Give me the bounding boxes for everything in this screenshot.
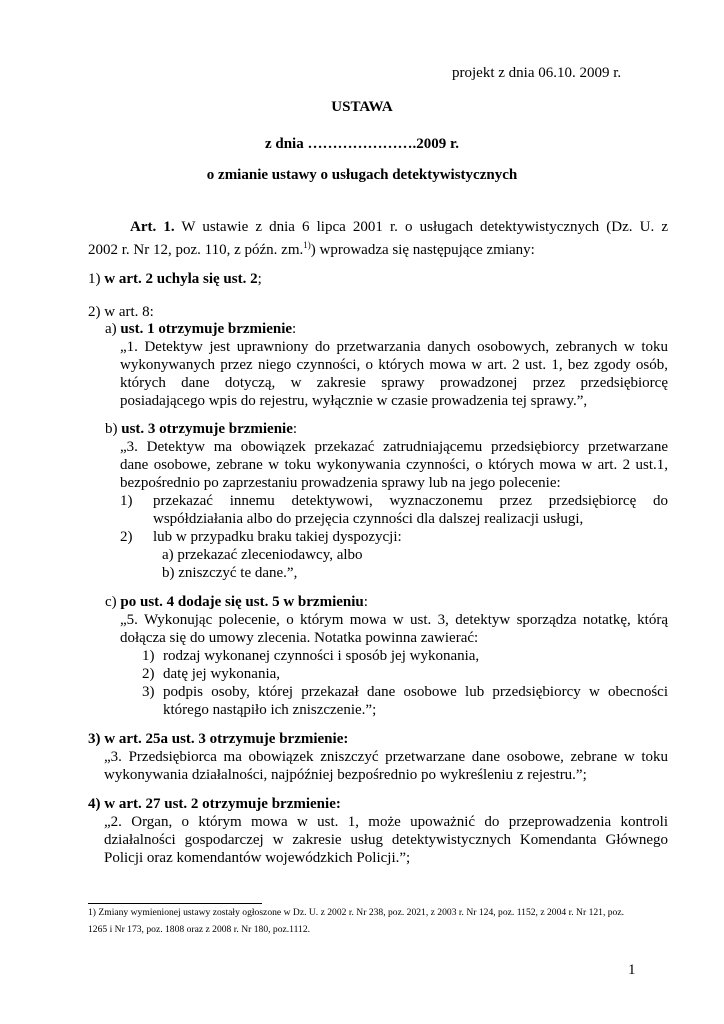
point-2b-tail: : (292, 421, 298, 437)
point-4-heading: 4) w art. 27 ust. 2 otrzymuje brzmienie: (88, 796, 341, 812)
point-2b-item-2-num: 2) (120, 529, 133, 545)
point-1-bold: w art. 2 uchyla się ust. 2 (104, 271, 258, 287)
article-1-text-pre: 2002 r. Nr 12, poz. 110, z późn. zm. (88, 242, 304, 258)
point-2a-line-2: wykonywanych przez niego czynności, o których mowa w art. 2 ust. 1, bez zgody osób, (120, 357, 668, 373)
article-1-line-2 (88, 236, 535, 259)
point-2c-item-2-num: 2) (142, 666, 155, 682)
document-date: z dnia ………………….2009 r. (264, 136, 460, 152)
point-2c-tail: : (363, 594, 368, 610)
point-2b-label: b) (105, 421, 122, 437)
footnote-line-1: 1) Zmiany wymienionej ustawy zostały ogłoszone w Dz. U. z 2002 r. Nr 238, poz. 2021, z 2003 r. Nr 124, poz. 1152, z 2004 r. Nr 121, poz. (88, 907, 625, 918)
point-2c-item-2-text: datę jej wykonania, (163, 666, 281, 682)
point-2a-line-1: „1. Detektyw jest uprawniony do przetwarzania danych osobowych, zebranych w toku (120, 339, 668, 355)
point-2b-item-1-line-1: przekazać innemu detektywowi, wyznaczonemu przez przedsiębiorcę do (153, 493, 668, 509)
project-date-note: projekt z dnia 06.10. 2009 r. (452, 65, 622, 81)
point-4-line-1: „2. Organ, o którym mowa w ust. 1, może upoważnić do przeprowadzenia kontroli (104, 814, 668, 830)
point-2c-item-1-text: rodzaj wykonanej czynności i sposób jej wykonania, (163, 648, 480, 664)
point-2c-item-1-num: 1) (142, 648, 155, 664)
point-2b-item-2-text: lub w przypadku braku takiej dyspozycji: (153, 529, 402, 545)
point-2b-sub-a: a) przekazać zleceniodawcy, albo (162, 547, 363, 563)
point-2c-item-3-text: podpis osoby, której przekazał dane osobowe lub przedsiębiorcy w obecności (163, 684, 668, 700)
document-subject: o zmianie ustawy o usługach detektywistycznych (206, 167, 518, 183)
point-4-line-2: działalności gospodarczej w zakresie usług detektywistycznych Komendanta Głównego (104, 832, 668, 848)
article-1-line-1 (130, 218, 668, 236)
point-2a-bold: ust. 1 otrzymuje brzmienie (120, 321, 293, 337)
point-2c-heading (105, 593, 368, 611)
point-2b-line-3: bezpośrednio po zaprzestaniu prowadzenia sprawy lub na jego polecenie: (120, 475, 561, 491)
point-2b-bold: ust. 3 otrzymuje brzmienie (121, 421, 293, 437)
point-2c-label: c) (105, 594, 121, 610)
article-1-text-post: ) wprowadza się następujące zmiany: (310, 242, 535, 258)
point-2a-label: a) (105, 321, 121, 337)
footnote-ref: 1) (303, 240, 311, 250)
point-2c-bold: po ust. 4 dodaje się ust. 5 w brzmieniu (120, 594, 364, 610)
point-1 (88, 270, 262, 288)
point-2-heading-text: 2) w art. 8: (88, 304, 154, 320)
point-2a-line-3: których dane dotyczą, w zakresie sprawy prowadzonej przez przedsiębiorcę (120, 375, 668, 391)
point-2b-line-2: dane osobowe, zebrane w toku wykonywania czynności, o których mowa w art. 2 ust.1, (120, 457, 668, 473)
page-number: 1 (628, 962, 636, 978)
article-1-text: W ustawie z dnia 6 lipca 2001 r. o usługach detektywistycznych (Dz. U. z (174, 219, 668, 235)
point-2a-heading (105, 320, 296, 338)
point-3-line-2: wykonywania działalności, najpóźniej bezpośrednio po wykreśleniu z rejestru.”; (104, 767, 587, 783)
point-4-line-3: Policji oraz komendantów wojewódzkich Policji.”; (104, 850, 411, 866)
point-2c-line-1: „5. Wykonując polecenie, o którym mowa w ust. 3, detektyw sporządza notatkę, którą (120, 612, 668, 628)
point-2c-item-3-num: 3) (142, 684, 155, 700)
point-2-heading (88, 303, 154, 321)
point-2b-sub-b: b) zniszczyć te dane.”, (162, 565, 298, 581)
footnote-line-2: 1265 i Nr 173, poz. 1808 oraz z 2008 r. Nr 180, poz.1112. (88, 924, 311, 935)
point-2b-heading (105, 420, 297, 438)
document-title: USTAWA (331, 99, 393, 115)
point-2b-item-1-num: 1) (120, 493, 133, 509)
point-2c-item-3-cont: którego nastąpiło ich zniszczenie.”; (163, 702, 377, 718)
point-2b-line-1: „3. Detektyw ma obowiązek przekazać zatrudniającemu przedsiębiorcy przetwarzane (120, 439, 668, 455)
point-3-heading: 3) w art. 25a ust. 3 otrzymuje brzmienie: (88, 731, 349, 747)
point-1-num: 1) (88, 271, 105, 287)
point-1-tail: ; (257, 271, 262, 287)
article-label: Art. 1. (130, 219, 175, 235)
point-2c-line-2: dołącza się do umowy zlecenia. Notatka powinna zawierać: (120, 630, 479, 646)
point-3-line-1: „3. Przedsiębiorca ma obowiązek zniszczyć przetwarzane dane osobowe, zebrane w toku (104, 749, 668, 765)
point-2a-line-4: posiadającego wpis do rejestru, wyłącznie w czasie prowadzenia tej sprawy.”, (120, 393, 588, 409)
point-2a-tail: : (292, 321, 297, 337)
footnote-separator (88, 903, 262, 904)
point-2b-item-1-line-2: współdziałania albo do przejęcia czynności dla dalszej realizacji usługi, (153, 511, 584, 527)
